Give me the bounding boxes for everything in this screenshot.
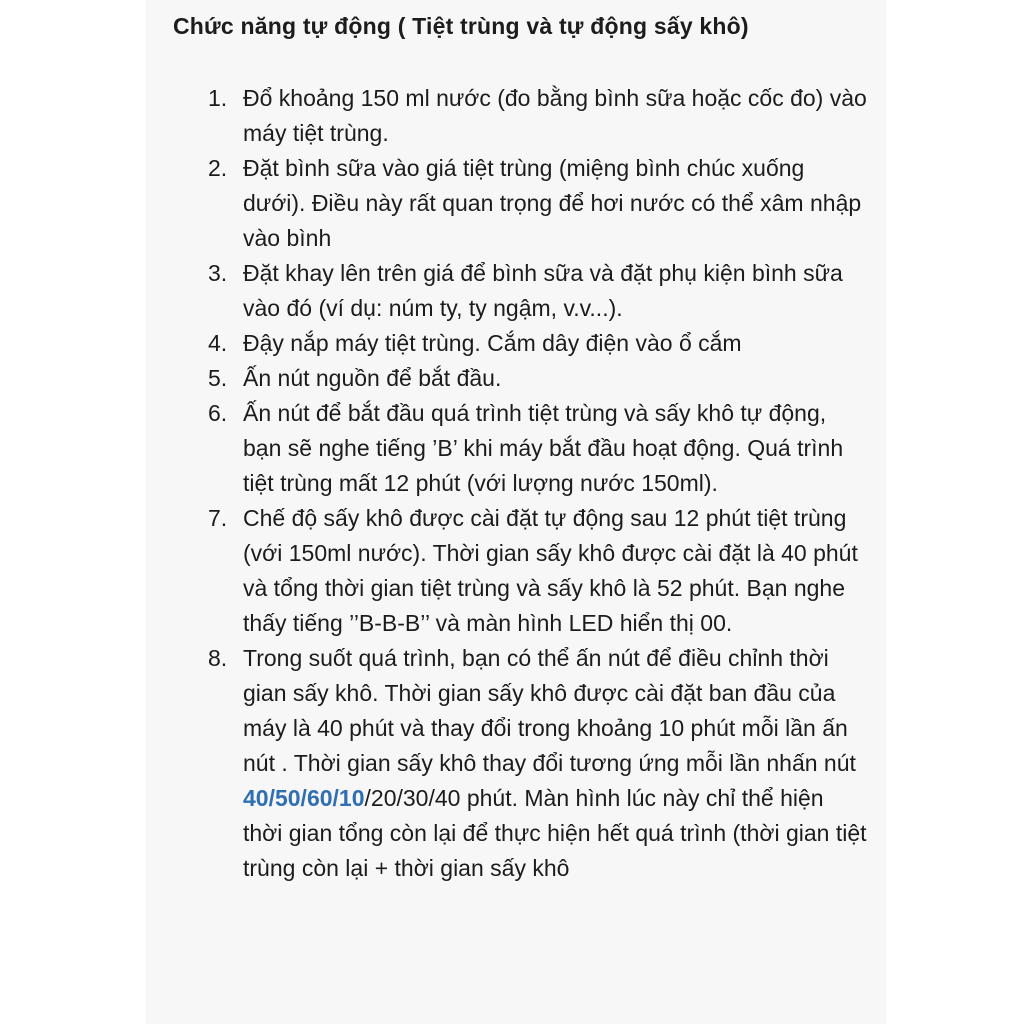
list-item [208,396,868,501]
step-number: 2. [208,155,228,181]
list-item [208,81,868,151]
step-text: Chế độ sấy khô được cài đặt tự động sau 12 phút tiệt trùng (với 150ml nước). Thời gian sấy khô được cài đặt là 40 phút và tổng thời gian tiệt trùng và sấy khô là 52 phút. Bạn nghe thấy tiếng ’’B-B-B’’ và màn hình LED hiển thị 00. [243,505,858,636]
highlighted-times: 40/50/60/10 [243,785,365,811]
step-number: 8. [208,645,228,671]
step-text: Ấn nút để bắt đầu quá trình tiệt trùng và sấy khô tự động, bạn sẽ nghe tiếng ’B’ khi máy bắt đầu hoạt động. Quá trình tiệt trùng mất 12 phút (với lượng nước 150ml). [243,400,844,496]
list-item [208,361,868,396]
step-text [243,641,868,886]
document-title: Chức năng tự động ( Tiệt trùng và tự động sấy khô) [173,13,749,39]
step-number: 7. [208,505,228,531]
step-text: Đặt bình sữa vào giá tiệt trùng (miệng bình chúc xuống dưới). Điều này rất quan trọng để hơi nước có thể xâm nhập vào bình [243,155,862,251]
step-number: 4. [208,330,228,356]
step-text-after: /20/30/40 phút. Màn hình lúc này chỉ thể hiện thời gian tổng còn lại để thực hiện hết quá trình (thời gian tiệt trùng còn lại + thời gian sấy khô [243,785,867,881]
list-item [208,501,868,641]
steps-list [208,81,868,886]
step-number: 1. [208,85,228,111]
step-text-before: Trong suốt quá trình, bạn có thể ấn nút để điều chỉnh thời gian sấy khô. Thời gian sấy khô được cài đặt ban đầu của máy là 40 phút và thay đổi trong khoảng 10 phút mỗi lần ấn nút . Thời gian sấy khô thay đổi tương ứng mỗi lần nhấn nút [243,645,856,776]
list-item [208,151,868,256]
list-item [208,256,868,326]
step-number: 6. [208,400,228,426]
list-item [208,326,868,361]
step-text: Ấn nút nguồn để bắt đầu. [243,365,502,391]
step-number: 5. [208,365,228,391]
step-number: 3. [208,260,228,286]
step-text: Đổ khoảng 150 ml nước (đo bằng bình sữa hoặc cốc đo) vào máy tiệt trùng. [243,85,867,146]
step-text: Đậy nắp máy tiệt trùng. Cắm dây điện vào ổ cắm [243,330,742,356]
step-text: Đặt khay lên trên giá để bình sữa và đặt phụ kiện bình sữa vào đó (ví dụ: núm ty, ty ngậm, v.v...). [243,260,843,321]
list-item [208,641,868,886]
